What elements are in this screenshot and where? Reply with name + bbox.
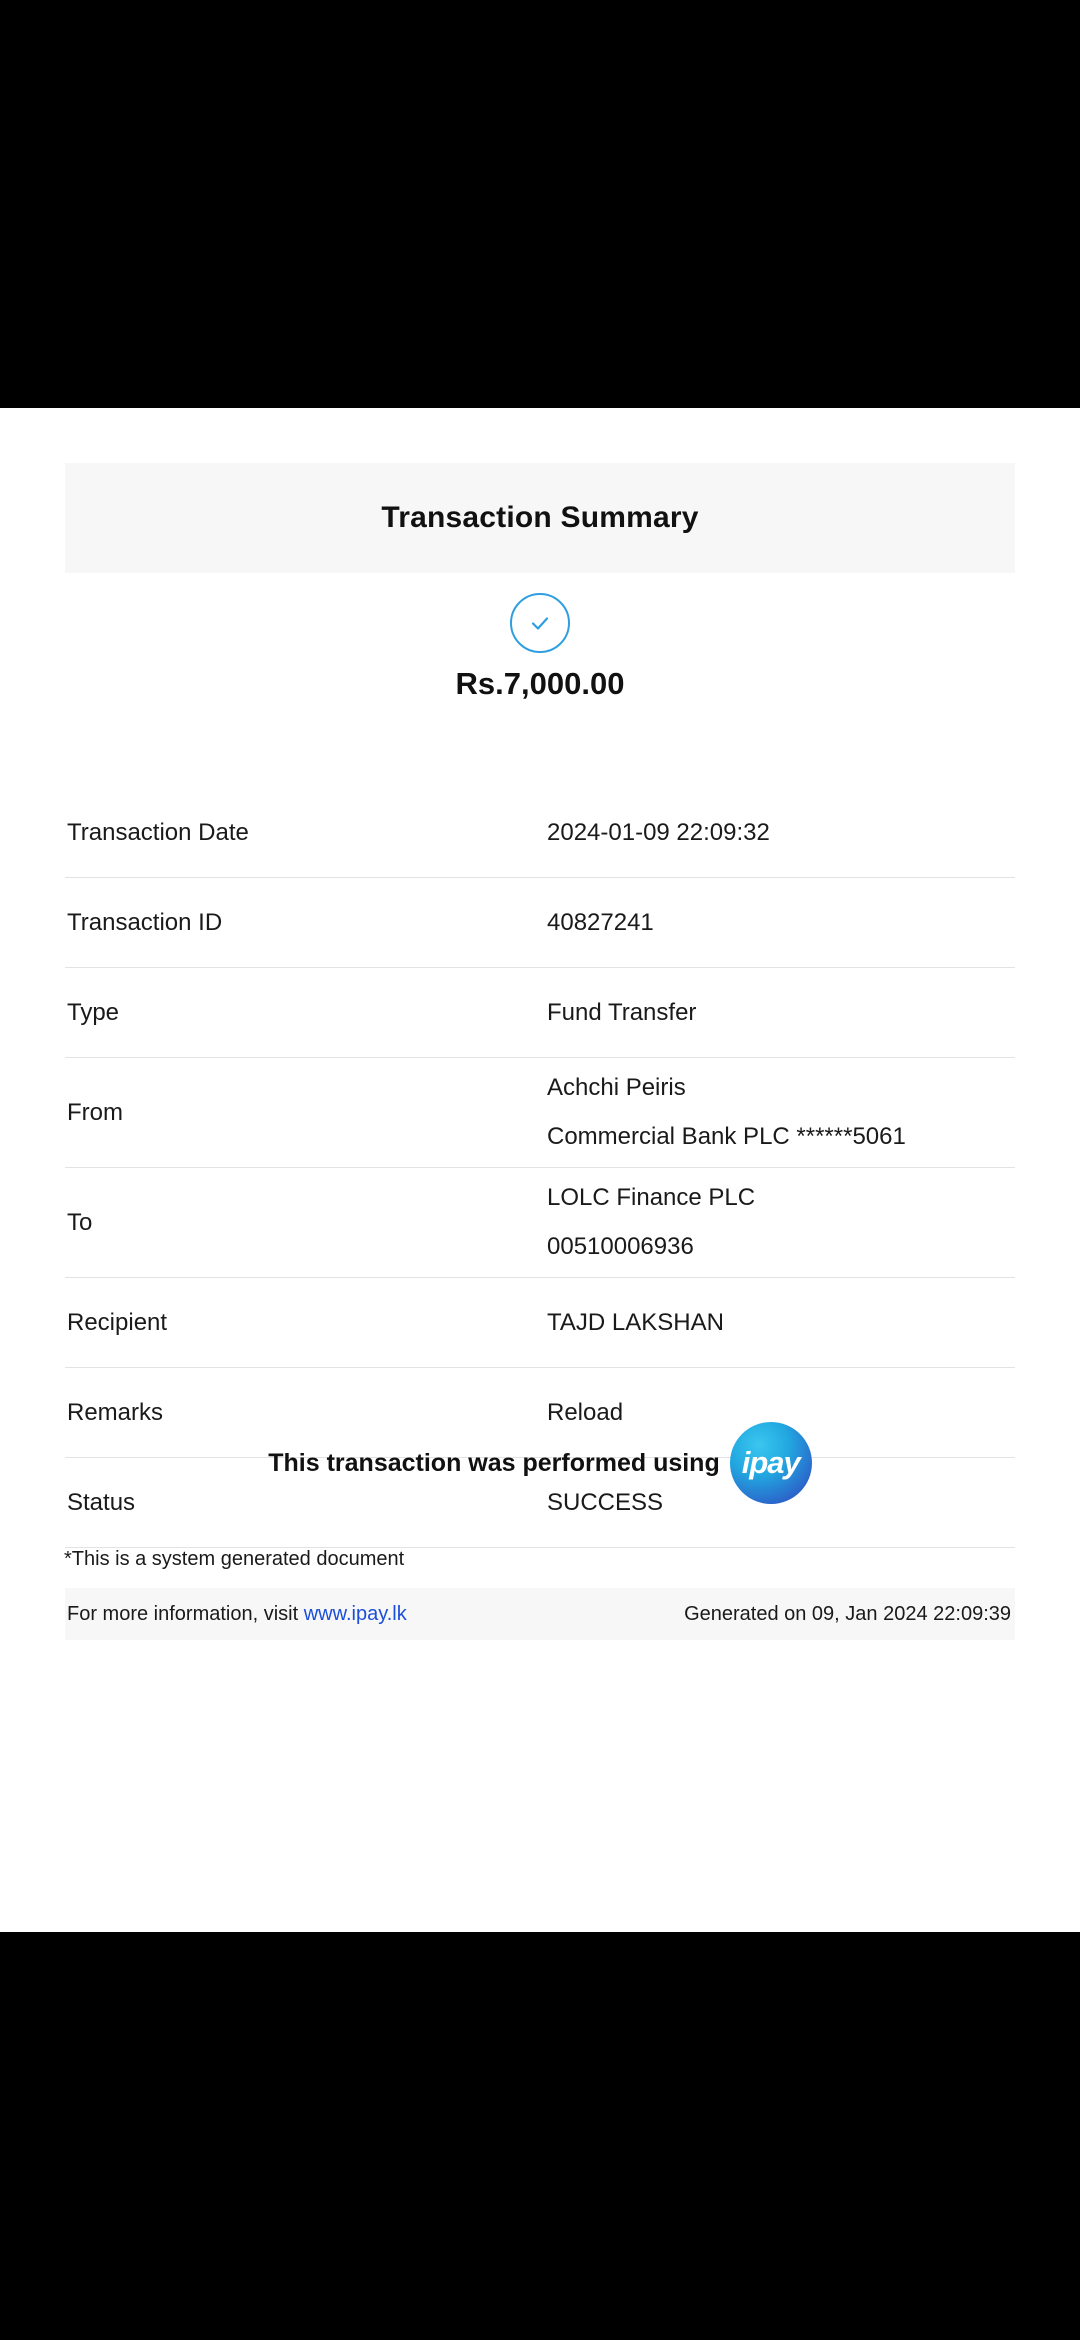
- performed-using: [0, 1422, 1080, 1504]
- row-value: [547, 1074, 1015, 1151]
- ipay-website-link[interactable]: www.ipay.lk: [303, 1602, 407, 1625]
- status-icon-wrap: [0, 593, 1080, 653]
- row-value-line1: Fund Transfer: [547, 998, 697, 1026]
- document-header: [65, 463, 1015, 573]
- table-row: [65, 1278, 1015, 1368]
- row-value: [547, 819, 1015, 847]
- row-label: Transaction Date: [67, 818, 249, 846]
- row-label: Type: [67, 998, 120, 1026]
- row-value-line1: Reload: [547, 1398, 624, 1426]
- row-value-line1: Achchi Peiris: [547, 1074, 686, 1101]
- row-label: Transaction ID: [67, 908, 223, 936]
- ipay-logo-icon: [730, 1422, 812, 1504]
- document-footer: [65, 1588, 1015, 1640]
- row-value-line1: 2024-01-09 22:09:32: [547, 818, 770, 846]
- performed-using-text: This transaction was performed using: [268, 1448, 720, 1477]
- row-value-line1: 40827241: [547, 908, 654, 936]
- row-value-line2: 00510006936: [547, 1233, 694, 1260]
- table-row: [65, 1058, 1015, 1168]
- row-value: [547, 1309, 1015, 1337]
- transaction-amount: Rs.7,000.00: [455, 666, 625, 701]
- table-row: [65, 788, 1015, 878]
- row-value-line1: LOLC Finance PLC: [547, 1184, 756, 1211]
- row-label: Recipient: [67, 1308, 168, 1336]
- row-value-line1: TAJD LAKSHAN: [547, 1308, 724, 1336]
- check-circle-icon: [510, 593, 570, 653]
- row-label: From: [67, 1098, 123, 1126]
- row-value: [547, 999, 1015, 1027]
- system-generated-note: *This is a system generated document: [64, 1548, 405, 1570]
- table-row: [65, 878, 1015, 968]
- generated-on-timestamp: Generated on 09, Jan 2024 22:09:39: [684, 1602, 1011, 1625]
- page-title: Transaction Summary: [381, 501, 699, 534]
- footer-info-prefix: For more information, visit: [67, 1602, 304, 1625]
- table-row: [65, 1168, 1015, 1278]
- row-label: To: [67, 1208, 93, 1236]
- table-row: [65, 968, 1015, 1058]
- row-label: Remarks: [67, 1398, 164, 1426]
- row-value-line1: SUCCESS: [547, 1488, 664, 1516]
- row-value: [547, 909, 1015, 937]
- row-label: Status: [67, 1488, 136, 1516]
- row-value-line2: Commercial Bank PLC ******5061: [547, 1123, 906, 1150]
- row-value: [547, 1184, 1015, 1261]
- footer-info: [67, 1603, 407, 1626]
- transaction-summary-document: [0, 408, 1080, 1932]
- ipay-wordmark: ipay: [741, 1444, 800, 1480]
